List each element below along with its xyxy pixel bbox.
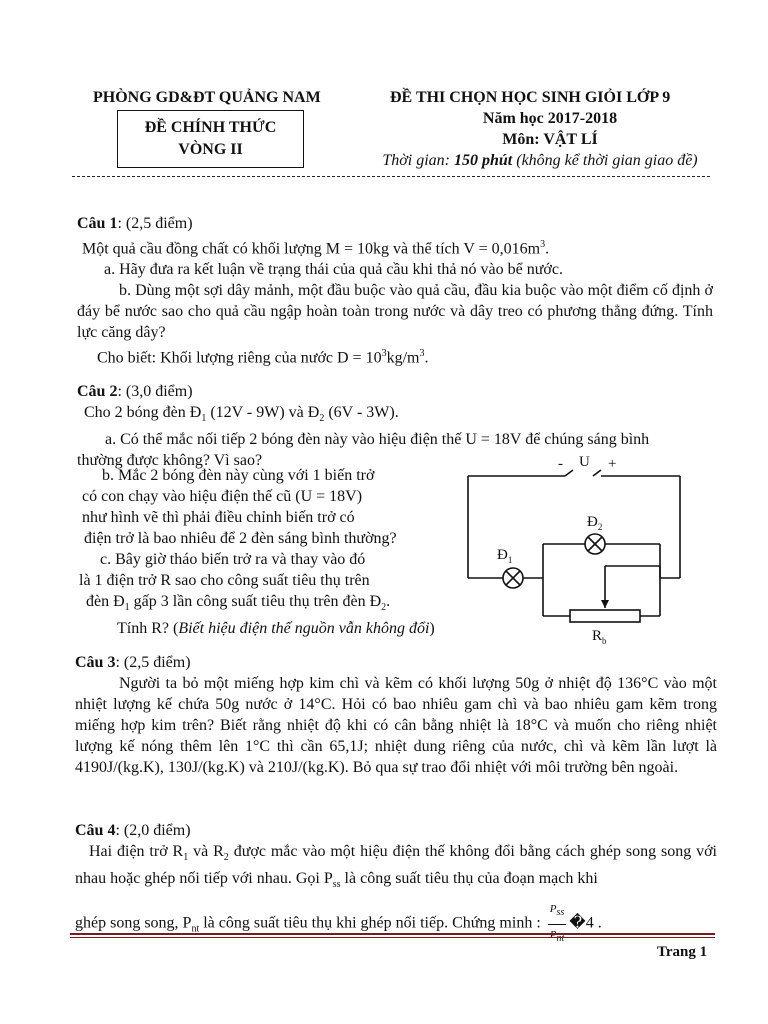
time-prefix: Thời gian: (382, 152, 454, 169)
q1-given-unit-sup: 3 (419, 348, 425, 360)
q3-heading (75, 652, 717, 673)
label-d1 (497, 547, 512, 565)
q4-l2b: là công suất tiêu thụ khi ghép nối tiếp. Chứng minh : (199, 914, 541, 932)
q2-c3-sub1: 1 (124, 602, 130, 614)
q1-points: : (2,5 điểm) (117, 215, 193, 232)
q2-intro-b: (12V - 9W) và Đ (206, 404, 320, 421)
q1-heading (77, 213, 717, 234)
label-d2-text: Đ (587, 514, 598, 530)
subject: Môn: VẬT LÍ (502, 131, 598, 148)
q4-body (75, 841, 717, 895)
q1-intro-end: . (545, 240, 550, 258)
q2-c3-b: gấp 3 lần công suất tiêu thụ trên đèn Đ (129, 593, 382, 610)
exam-time (360, 152, 720, 170)
label-d2 (587, 514, 602, 532)
q2-c3-c: . (386, 593, 391, 610)
label-minus: - (558, 456, 563, 472)
power-ratio-fraction (548, 899, 567, 948)
school-year: Năm học 2017-2018 (482, 110, 618, 127)
department-name: PHÒNG GD&ĐT QUẢNG NAM (93, 89, 321, 106)
slider-arrow (601, 600, 609, 608)
label-d2-sub: 2 (597, 522, 603, 532)
q2-c4-text: Tính R? ( (117, 620, 179, 638)
switch-left (565, 470, 573, 476)
time-value: 150 phút (454, 152, 513, 169)
q2-b-line3: như hình vẽ thì phải điều chỉnh biến trở có (82, 509, 355, 526)
q1-part-b: b. Dùng một sợi dây mảnh, một đầu buộc vào quả cầu, đầu kia buộc vào một điểm cố định ở đáy bể nước sao cho quả cầu ngập hoàn toàn trong nước và dây treo có phương thẳng đứng. Tính lực căng dây? (77, 282, 713, 342)
q2-c4-italic: Biết hiệu điện thế nguồn vẫn không đổi (178, 620, 430, 638)
q2-part-a: a. Có thể mắc nối tiếp 2 bóng đèn này vào hiệu điện thế U = 18V để chúng sáng bình (105, 431, 650, 449)
q3-body: Người ta bỏ một miếng hợp kim chì và kẽm có khối lượng 50g ở nhiệt độ 136°C vào một nhiệt lượng kế chứa 50g nước ở 14°C. Hỏi có bao nhiêu gam chì và bao nhiêu gam kẽm trong miếng hợp kim trên? Biết rằng nhiệt độ khi có cân bằng nhiệt là 18°C và muốn cho riêng nhiệt lượng kế nóng thêm lên 1°C thì cần 65,1J; nhiệt dung riêng của nước, chì và kẽm lần lượt là 4190J/(kg.K), 130J/(kg.K) và 210J/(kg.K). Bỏ qua sự trao đổi nhiệt với môi trường bên ngoài. (75, 675, 717, 776)
question-3 (75, 652, 717, 778)
q1-given-sup: 3 (381, 348, 387, 360)
q2-b-line4: điện trở là bao nhiêu để 2 đèn sáng bình thường? (84, 530, 397, 547)
q4-l2s: nt (191, 923, 200, 935)
frac-den-sub: nt (556, 932, 565, 944)
q4-points: : (2,0 điểm) (115, 822, 191, 839)
circuit-diagram (455, 448, 695, 653)
q1-given (77, 343, 717, 368)
label-plus: + (608, 456, 617, 472)
label-d1-sub: 1 (507, 555, 513, 565)
round-label: VÒNG II (178, 141, 243, 158)
q4-l2a: ghép song song, P (75, 914, 192, 932)
q4-title: Câu 4 (75, 822, 116, 839)
q2-part-a-cont: thường được không? Vì sao? (77, 452, 263, 470)
label-u: U (579, 454, 590, 470)
q1-given-unit: kg/m (386, 349, 420, 367)
q2-heading (77, 381, 717, 402)
q2-intro-sub1: 1 (201, 413, 207, 425)
exam-title: ĐỀ THI CHỌN HỌC SINH GIỎI LỚP 9 (390, 89, 671, 106)
q2-part-b (77, 465, 477, 639)
q2-intro-sub2: 2 (319, 413, 325, 425)
official-exam-box (117, 110, 304, 168)
q4-l1s1: 1 (183, 852, 189, 864)
q4-l1s3: ss (332, 879, 341, 891)
q2-c-line3 (77, 591, 477, 618)
q4-rhs: �4 (569, 914, 594, 932)
q1-part-a: a. Hãy đưa ra kết luận về trạng thái của quả cầu khi thả nó vào bể nước. (104, 261, 563, 279)
frac-num-sub: ss (556, 907, 565, 919)
q4-end: . (597, 914, 602, 932)
label-d1-text: Đ (497, 547, 508, 563)
label-rb-sub: b (602, 636, 607, 646)
frac-num-p: P (549, 903, 557, 916)
q4-l1a: Hai điện trở R (89, 843, 184, 860)
q2-c-line2: là 1 điện trở R sao cho công suất tiêu thụ trên (79, 572, 370, 589)
header-divider (72, 176, 710, 177)
official-label: ĐỀ CHÍNH THỨC (144, 119, 277, 136)
q1-title: Câu 1 (77, 215, 118, 232)
q3-points: : (2,5 điểm) (115, 654, 191, 671)
q2-intro (77, 402, 717, 429)
label-rb (592, 628, 607, 646)
q2-title: Câu 2 (77, 383, 118, 400)
footer-rule-thin (70, 937, 715, 938)
q1-given-end: . (424, 349, 429, 367)
question-4 (75, 820, 717, 949)
frac-den-p: P (549, 928, 557, 941)
q2-c-line4 (77, 618, 477, 639)
q2-b-line1: b. Mắc 2 bóng đèn này cùng với 1 biến trở (102, 467, 375, 484)
question-1 (77, 213, 717, 369)
time-suffix: (không kể thời gian giao đề) (512, 152, 698, 169)
q4-l1d: là công suất tiêu thụ của đoạn mạch khi (340, 870, 598, 888)
q2-c4-end: ) (429, 620, 435, 638)
q2-c3-a: đèn Đ (86, 593, 125, 610)
rheostat (570, 610, 640, 622)
switch-right (593, 470, 601, 476)
q2-b-line2: có con chạy vào hiệu điện thế cũ (U = 18V) (82, 488, 363, 505)
q4-l1c: được mắc vào một hiệu điện thế không đổi bằng cách ghép song song với nhau hoặc ghép nối tiếp với nhau. Gọi P (75, 843, 717, 888)
q4-l1b: và R (188, 843, 224, 860)
q1-intro-text: Một quả cầu đồng chất có khối lượng M = 10kg và thể tích V = 0,016m (82, 240, 541, 258)
q1-intro-sup: 3 (540, 239, 546, 250)
footer-rule-thick (70, 933, 715, 935)
q1-given-text: Cho biết: Khối lượng riêng của nước D = 10 (97, 349, 382, 367)
q4-l1s2: 2 (223, 852, 229, 864)
q1-intro (77, 234, 717, 259)
q4-line2 (75, 899, 717, 948)
label-rb-text: R (592, 628, 603, 644)
page-number: Trang 1 (657, 944, 708, 960)
q2-c3-sub2: 2 (381, 602, 387, 614)
q2-points: : (3,0 điểm) (117, 383, 193, 400)
q3-title: Câu 3 (75, 654, 116, 671)
q2-c-line1: c. Bây giờ tháo biến trở ra và thay vào đó (100, 551, 366, 568)
q2-intro-a: Cho 2 bóng đèn Đ (84, 404, 202, 421)
q2-intro-c: (6V - 3W). (324, 404, 399, 421)
fraction-numerator (548, 899, 567, 924)
q4-heading (75, 820, 717, 841)
